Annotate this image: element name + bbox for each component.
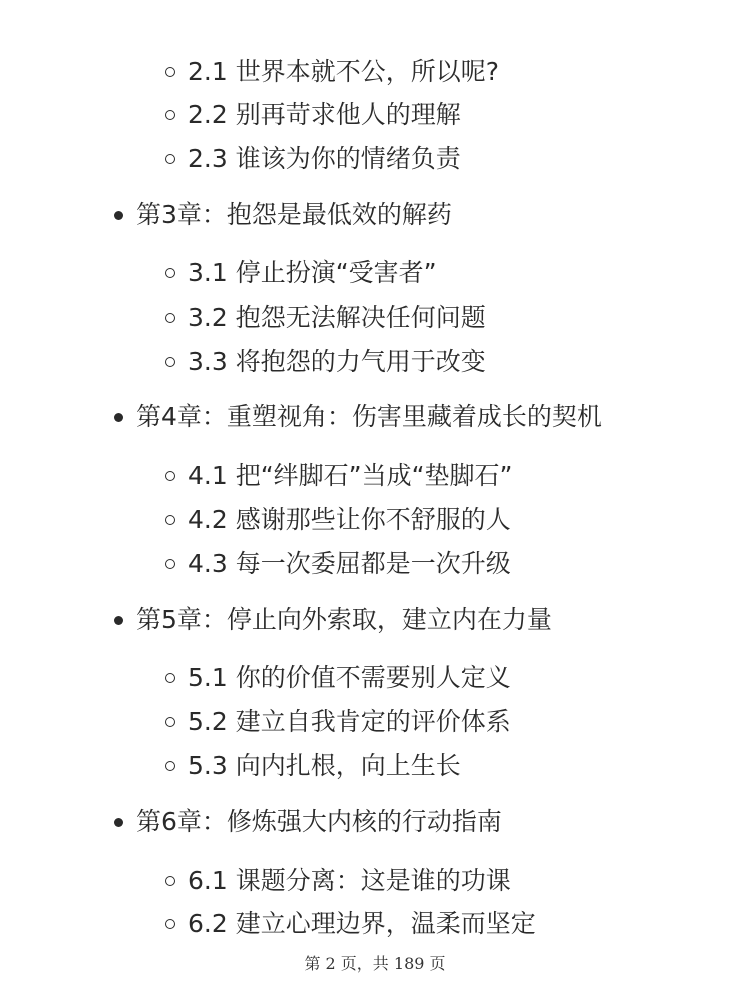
filled-bullet-icon [114, 211, 123, 220]
hollow-bullet-icon [165, 919, 175, 929]
section-item [188, 904, 536, 944]
filled-bullet-icon [114, 413, 123, 422]
section-title: 4.3 每一次委屈都是一次升级 [188, 549, 511, 578]
hollow-bullet-icon [165, 154, 175, 164]
section-item [188, 702, 511, 742]
hollow-bullet-icon [165, 67, 175, 77]
chapter-title: 第3章：抱怨是最低效的解药 [136, 200, 452, 229]
hollow-bullet-icon [165, 357, 175, 367]
filled-bullet-icon [114, 616, 123, 625]
hollow-bullet-icon [165, 268, 175, 278]
section-title: 5.3 向内扎根，向上生长 [188, 751, 461, 780]
chapter-item [136, 600, 552, 640]
hollow-bullet-icon [165, 761, 175, 771]
section-title: 2.1 世界本就不公，所以呢? [188, 57, 499, 86]
hollow-bullet-icon [165, 313, 175, 323]
section-item [188, 456, 513, 496]
section-item [188, 139, 461, 179]
hollow-bullet-icon [165, 673, 175, 683]
section-item [188, 52, 499, 92]
section-item [188, 253, 437, 293]
section-item [188, 342, 486, 382]
section-item [188, 544, 511, 584]
section-title: 5.2 建立自我肯定的评价体系 [188, 707, 511, 736]
section-item [188, 746, 461, 786]
section-item [188, 95, 461, 135]
section-title: 3.2 抱怨无法解决任何问题 [188, 303, 486, 332]
section-title: 6.2 建立心理边界，温柔而坚定 [188, 909, 536, 938]
section-item [188, 861, 511, 901]
section-item [188, 658, 511, 698]
chapter-item [136, 397, 602, 437]
chapter-title: 第4章：重塑视角：伤害里藏着成长的契机 [136, 402, 602, 431]
section-title: 4.2 感谢那些让你不舒服的人 [188, 505, 511, 534]
section-item [188, 298, 486, 338]
chapter-item [136, 195, 452, 235]
section-title: 2.2 别再苛求他人的理解 [188, 100, 461, 129]
hollow-bullet-icon [165, 559, 175, 569]
hollow-bullet-icon [165, 471, 175, 481]
page-footer: 第 2 页，共 189 页 [304, 954, 446, 973]
chapter-item [136, 802, 502, 842]
section-title: 5.1 你的价值不需要别人定义 [188, 663, 511, 692]
hollow-bullet-icon [165, 110, 175, 120]
hollow-bullet-icon [165, 717, 175, 727]
section-title: 2.3 谁该为你的情绪负责 [188, 144, 461, 173]
hollow-bullet-icon [165, 876, 175, 886]
section-title: 3.3 将抱怨的力气用于改变 [188, 347, 486, 376]
chapter-title: 第5章：停止向外索取，建立内在力量 [136, 605, 552, 634]
section-title: 3.1 停止扮演“受害者” [188, 258, 437, 287]
section-title: 6.1 课题分离：这是谁的功课 [188, 866, 511, 895]
chapter-title: 第6章：修炼强大内核的行动指南 [136, 807, 502, 836]
filled-bullet-icon [114, 818, 123, 827]
hollow-bullet-icon [165, 515, 175, 525]
section-title: 4.1 把“绊脚石”当成“垫脚石” [188, 461, 513, 490]
section-item [188, 500, 511, 540]
